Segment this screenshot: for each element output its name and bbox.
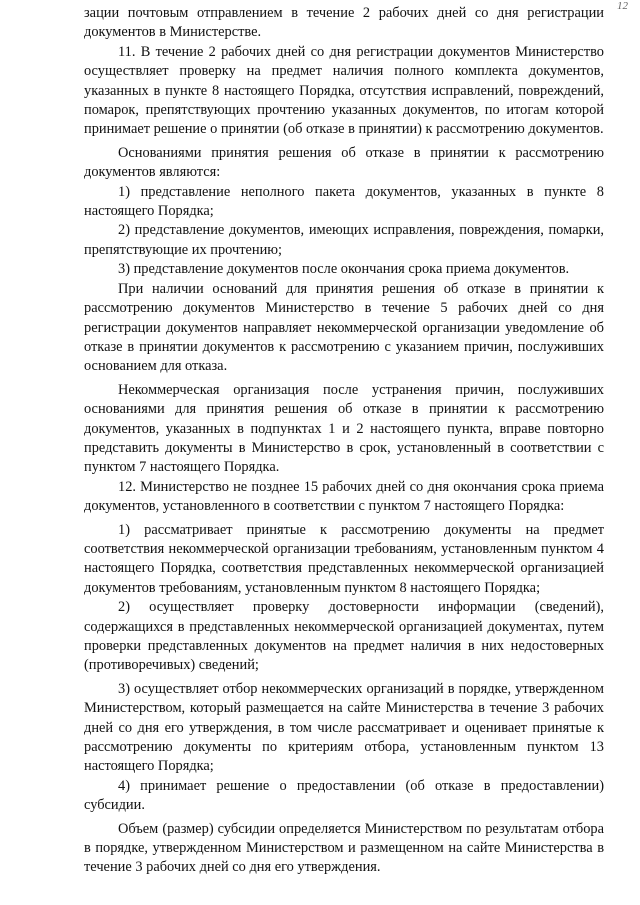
list-item: 3) представление документов после окончания срока приема документов.	[118, 261, 570, 278]
list-item: 3) осуществляет отбор некоммерческих организаций в порядке, утвержденном Министерством, который размещается на сайте Министерства в течение 3 рабочих дней со дня его утверждения, в том числе рассматривает и оценивает принятые к рассмотрению документы по критериям отбора, установленным пунктом 13 настоящего Порядка;	[84, 680, 604, 775]
paragraph: 11. В течение 2 рабочих дней со дня регистрации документов Министерство осуществляет проверку на предмет наличия полного комплекта документов, указанных в пункте 8 настоящего Порядка, отсутствия исправлений, повреждений, помарок, препятствующих прочтению указанных документов, по итогам которой принимает решение о принятии (об отказе в принятии) к рассмотрению документов.	[84, 43, 604, 138]
paragraph: 12. Министерство не позднее 15 рабочих дней со дня окончания срока приема документов, установленного в соответствии с пунктом 7 настоящего Порядка:	[84, 478, 604, 515]
list-item: 1) представление неполного пакета документов, указанных в пункте 8 настоящего Порядка;	[84, 183, 604, 220]
paragraph: зации почтовым отправлением в течение 2 рабочих дней со дня регистрации документов в Министерстве.	[84, 5, 604, 41]
list-item: 1) рассматривает принятые к рассмотрению документы на предмет соответствия некоммерческой организации требованиям, установленным пунктом 4 настоящего Порядка, соответствия представленных некоммерческой организацией документов требованиям, установленным пунктом 8 настоящего Порядка;	[84, 521, 604, 596]
paragraph: При наличии оснований для принятия решения об отказе в принятии к рассмотрению документов Министерство в течение 5 рабочих дней со дня регистрации документов направляет некоммерческой организации уведомление об отказе в принятии документов к рассмотрению с указанием причин, послуживших основанием для отказа.	[84, 280, 604, 375]
paragraph: Основаниями принятия решения об отказе в принятии к рассмотрению документов являются:	[84, 144, 604, 181]
page-number: 12	[617, 0, 628, 12]
paragraph: Объем (размер) субсидии определяется Министерством по результатам отбора в порядке, утвержденном Министерством и размещенном на сайте Министерства в течение 3 рабочих дней со дня его утверждения.	[84, 820, 604, 876]
paragraph: Некоммерческая организация после устранения причин, послуживших основаниями для принятия решения об отказе в принятии к рассмотрению документов, указанных в подпунктах 1 и 2 настоящего пункта, вправе повторно представить документы в Министерство в срок, установленный в соответствии с пунктом 7 настоящего Порядка.	[84, 381, 604, 476]
list-item: 2) представление документов, имеющих исправления, повреждения, помарки, препятствующие их прочтению;	[84, 222, 604, 258]
list-item: 2) осуществляет проверку достоверности информации (сведений), содержащихся в представленных некоммерческой организацией документах, путем проверки представленных документов на предмет наличия в них недостоверных (противоречивых) сведений;	[84, 599, 604, 674]
list-item: 4) принимает решение о предоставлении (об отказе в предоставлении) субсидии.	[84, 777, 604, 814]
document-body	[84, 4, 604, 878]
